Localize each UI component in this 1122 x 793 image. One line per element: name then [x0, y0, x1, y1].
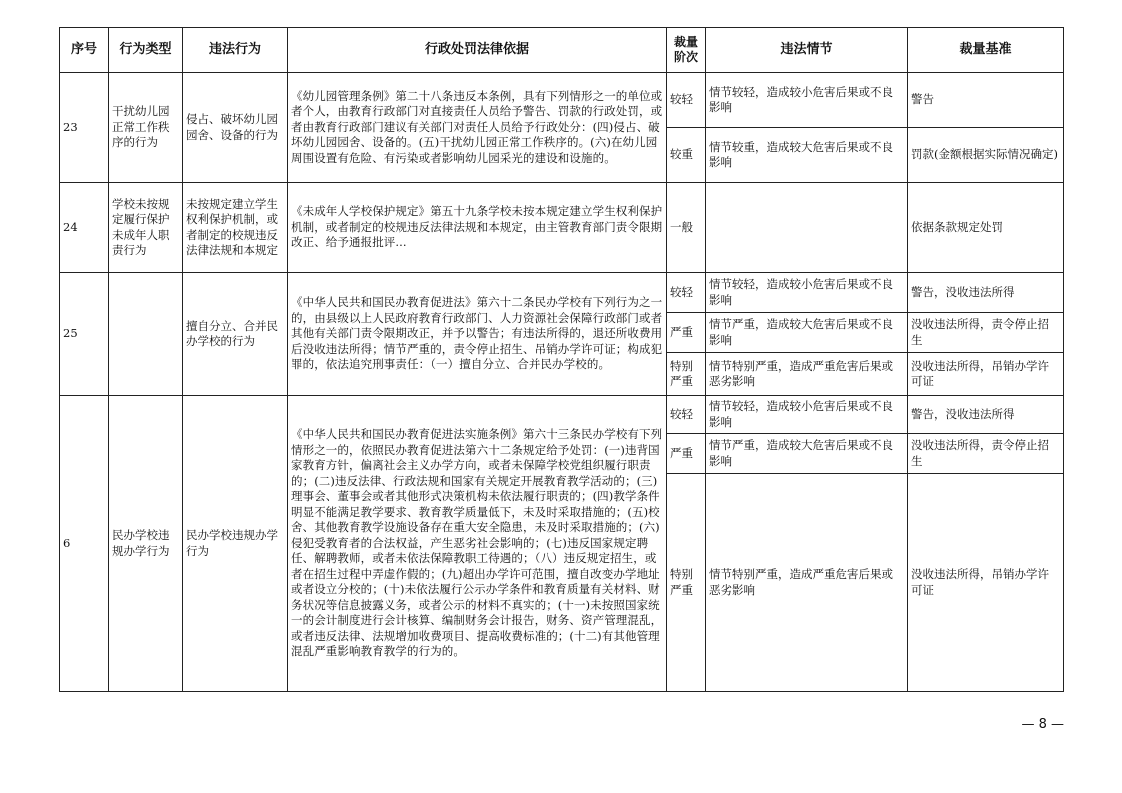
standard-cell: 警告，没收违法所得	[908, 396, 1064, 434]
level-cell: 一般	[667, 183, 706, 273]
table-row	[60, 396, 1064, 434]
basis-cell: 《未成年人学校保护规定》第五十九条学校未按本规定建立学生权利保护机制，或者制定的校规违反法律法规和本规定，由主管教育部门责令限期改正、给予通报批评...	[288, 183, 667, 273]
standard-cell: 警告	[908, 73, 1064, 128]
header-type: 行为类型	[109, 28, 183, 73]
circumstance-cell: 情节较重，造成较大危害后果或不良影响	[706, 128, 908, 183]
type-cell: 民办学校违规办学行为	[109, 396, 183, 692]
standard-cell: 没收违法所得，吊销办学许可证	[908, 474, 1064, 692]
standard-cell: 没收违法所得，责令停止招生	[908, 313, 1064, 353]
seq-cell: 24	[60, 183, 109, 273]
level-cell: 较轻	[667, 73, 706, 128]
violation-cell: 侵占、破坏幼儿园园舍、设备的行为	[183, 73, 288, 183]
level-cell: 特别严重	[667, 474, 706, 692]
seq-cell: 25	[60, 273, 109, 396]
circumstance-cell: 情节较轻，造成较小危害后果或不良影响	[706, 396, 908, 434]
standard-cell: 罚款(金额根据实际情况确定)	[908, 128, 1064, 183]
seq-cell: 6	[60, 396, 109, 692]
level-cell: 严重	[667, 313, 706, 353]
header-level: 裁量阶次	[667, 28, 706, 73]
standard-cell: 警告，没收违法所得	[908, 273, 1064, 313]
standard-cell: 依据条款规定处罚	[908, 183, 1064, 273]
level-cell: 较轻	[667, 396, 706, 434]
circumstance-cell: 情节严重，造成较大危害后果或不良影响	[706, 313, 908, 353]
basis-cell: 《中华人民共和国民办教育促进法》第六十二条民办学校有下列行为之一的，由县级以上人民政府教育行政部门、人力资源社会保障行政部门或者其他有关部门责令限期改正，并予以警告；有违法所得的，退还所收费用后没收违法所得；情节严重的，责令停止招生、吊销办学许可证；构成犯罪的，依法追究刑事责任：（一）擅自分立、合并民办学校的。	[288, 273, 667, 396]
header-basis: 行政处罚法律依据	[288, 28, 667, 73]
circumstance-cell: 情节较轻，造成较小危害后果或不良影响	[706, 273, 908, 313]
header-circumstance: 违法情节	[706, 28, 908, 73]
circumstance-cell	[706, 183, 908, 273]
table-row	[60, 183, 1064, 273]
header-violation: 违法行为	[183, 28, 288, 73]
circumstance-cell: 情节严重，造成较大危害后果或不良影响	[706, 434, 908, 474]
basis-cell: 《幼儿园管理条例》第二十八条违反本条例，具有下列情形之一的单位或者个人，由教育行政部门对直接责任人员给予警告、罚款的行政处罚，或者由教育行政部门建议有关部门对责任人员给予行政处分：(四)侵占、破坏幼儿园园舍、设备的。(五)干扰幼儿园正常工作秩序的。(六)在幼儿园周围设置有危险、有污染或者影响幼儿园采光的建设和设施的。	[288, 73, 667, 183]
level-cell: 严重	[667, 434, 706, 474]
seq-cell: 23	[60, 73, 109, 183]
header-standard: 裁量基准	[908, 28, 1064, 73]
standard-cell: 没收违法所得，责令停止招生	[908, 434, 1064, 474]
penalty-discretion-table	[59, 27, 1064, 692]
header-row	[60, 28, 1064, 73]
type-cell: 干扰幼儿园正常工作秩序的行为	[109, 73, 183, 183]
level-cell: 较重	[667, 128, 706, 183]
violation-cell: 民办学校违规办学行为	[183, 396, 288, 692]
basis-cell: 《中华人民共和国民办教育促进法实施条例》第六十三条民办学校有下列情形之一的，依照民办教育促进法第六十二条规定给予处罚：(一)违背国家教育方针，偏离社会主义办学方向，或者未保障学校党组织履行职责的；(二)违反法律、行政法规和国家有关规定开展教育教学活动的；(三)理事会、董事会或者其他形式决策机构未依法履行职责的；(四)教学条件明显不能满足教学要求、教育教学质量低下，未及时采取措施的；(五)校舍、其他教育教学设施设备存在重大安全隐患，未及时采取措施的；(六)侵犯受教育者的合法权益，产生恶劣社会影响的；(七)违反国家规定聘任、解聘教师，或者未依法保障教职工待遇的；（八）违反规定招生，或者在招生过程中弄虚作假的；(九)超出办学许可范围，擅自改变办学地址或者设立分校的；(十)未依法履行公示办学条件和教育质量有关材料、财务状况等信息披露义务，或者公示的材料不真实的；(十一)未按照国家统一的会计制度进行会计核算、编制财务会计报告，财务、资产管理混乱，或者违反法律、法规增加收费项目、提高收费标准的；(十二)有其他管理混乱严重影响教育教学的行为的。	[288, 396, 667, 692]
type-cell	[109, 273, 183, 396]
table-row	[60, 273, 1064, 313]
violation-cell: 未按规定建立学生权利保护机制，或者制定的校规违反法律法规和本规定	[183, 183, 288, 273]
circumstance-cell: 情节特别严重，造成严重危害后果或恶劣影响	[706, 474, 908, 692]
page-number: — 8 —	[1021, 717, 1064, 732]
circumstance-cell: 情节特别严重，造成严重危害后果或恶劣影响	[706, 353, 908, 396]
level-cell: 较轻	[667, 273, 706, 313]
circumstance-cell: 情节较轻，造成较小危害后果或不良影响	[706, 73, 908, 128]
header-seq: 序号	[60, 28, 109, 73]
level-cell: 特别严重	[667, 353, 706, 396]
violation-cell: 擅自分立、合并民办学校的行为	[183, 273, 288, 396]
table-row	[60, 73, 1064, 128]
standard-cell: 没收违法所得，吊销办学许可证	[908, 353, 1064, 396]
type-cell: 学校未按规定履行保护未成年人职责行为	[109, 183, 183, 273]
